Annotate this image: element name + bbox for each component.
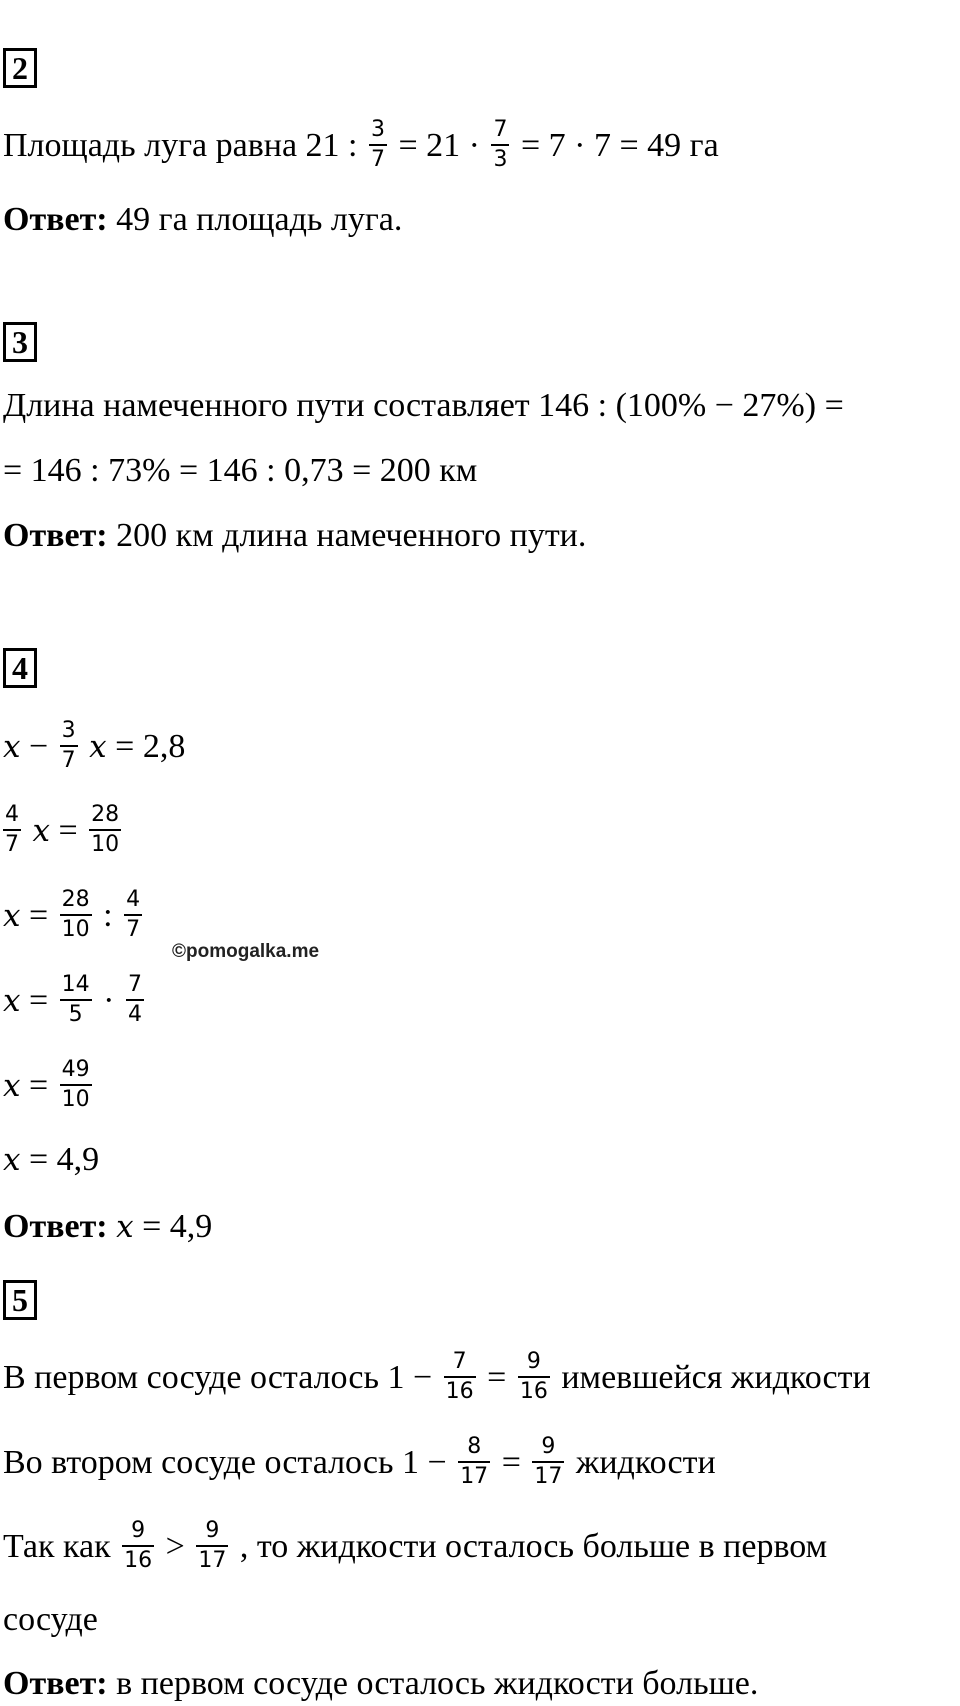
text: − (28, 727, 49, 765)
problem-number-5: 5 (3, 1280, 37, 1320)
fraction: $\frac{4}{7}$ (5, 802, 19, 857)
answer-text: 49 га площадь луга. (107, 201, 403, 238)
text: > (165, 1527, 185, 1565)
text: = 4,9 (28, 1141, 100, 1178)
problem-5-line-3 (3, 1518, 828, 1575)
answer-label: Ответ: (3, 201, 108, 238)
fraction: $\frac{3}{7}$ (370, 117, 385, 172)
equation-line-3 (3, 887, 145, 944)
answer-label: Ответ: (3, 1665, 108, 1702)
text: В первом сосуде осталось 1 − (3, 1358, 433, 1396)
fraction: $\frac{28}{10}$ (91, 802, 120, 857)
watermark: ©pomogalka.me (172, 941, 320, 962)
variable-x: x (3, 982, 21, 1019)
problem-5-answer (3, 1664, 758, 1704)
problem-5-line-1 (3, 1349, 871, 1406)
problem-number-3: 3 (3, 322, 37, 362)
text: жидкости (575, 1443, 716, 1481)
answer-text: 200 км длина намеченного пути. (107, 517, 587, 554)
variable-x: x (3, 1142, 21, 1178)
fraction: $\frac{8}{17}$ (460, 1434, 489, 1489)
text: = (501, 1443, 521, 1481)
fraction: $\frac{7}{4}$ (128, 972, 142, 1027)
problem-number-4: 4 (3, 648, 37, 688)
text: · (103, 981, 115, 1019)
problem-5-line-2 (3, 1434, 716, 1491)
problem-4-answer (3, 1207, 212, 1247)
problem-number-2: 2 (3, 48, 37, 88)
problem-3-line-2: = 146 : 73% = 146 : 0,73 = 200 км (3, 452, 478, 489)
answer-text: = 4,9 (142, 1208, 213, 1245)
fraction: $\frac{14}{5}$ (61, 972, 90, 1027)
fraction: $\frac{4}{7}$ (126, 887, 141, 942)
fraction: $\frac{7}{16}$ (445, 1349, 474, 1404)
problem-2-answer (3, 200, 402, 240)
text: = 7 · 7 = 49 га (520, 126, 719, 164)
problem-3-line-1: Длина намеченного пути составляет 146 : (100% − 27%) = (3, 387, 844, 424)
text: Во втором сосуде осталось 1 − (3, 1443, 447, 1481)
variable-x: x (3, 897, 21, 934)
equation-line-1 (3, 718, 186, 775)
text: = 21 · (398, 126, 480, 164)
equation-line-2 (3, 802, 124, 859)
equation-line-4 (3, 972, 147, 1029)
fraction: $\frac{9}{17}$ (534, 1434, 563, 1489)
text: Площадь луга равна 21 : (3, 126, 358, 164)
text: : (103, 896, 113, 934)
problem-2-solution (3, 117, 719, 174)
text: = (28, 896, 49, 934)
fraction: $\frac{9}{17}$ (198, 1518, 227, 1573)
answer-text: в первом сосуде осталось жидкости больше. (107, 1665, 759, 1702)
text: = (28, 1066, 49, 1104)
variable-x: x (32, 812, 50, 849)
fraction: $\frac{9}{16}$ (519, 1349, 548, 1404)
answer-label: Ответ: (3, 1208, 108, 1245)
text: = (487, 1358, 507, 1396)
fraction: $\frac{28}{10}$ (61, 887, 90, 942)
equation-line-6 (3, 1140, 99, 1180)
text: = (58, 811, 78, 849)
problem-5-line-4: сосуде (3, 1601, 98, 1638)
fraction: $\frac{7}{3}$ (493, 117, 508, 172)
text: Так как (3, 1527, 111, 1565)
problem-3-answer (3, 516, 586, 556)
fraction: $\frac{9}{16}$ (124, 1518, 153, 1573)
variable-x: x (89, 728, 107, 765)
text: , то жидкости осталось больше в первом (239, 1527, 828, 1565)
answer-label: Ответ: (3, 517, 108, 554)
text: имевшейся жидкости (561, 1358, 871, 1396)
text: = (28, 981, 49, 1019)
text: = 2,8 (115, 727, 186, 765)
variable-x: x (3, 728, 21, 765)
fraction: $\frac{3}{7}$ (61, 718, 76, 773)
equation-line-5 (3, 1057, 95, 1114)
fraction: $\frac{49}{10}$ (61, 1057, 90, 1112)
variable-x: x (3, 1067, 21, 1104)
variable-x: x (116, 1209, 134, 1245)
